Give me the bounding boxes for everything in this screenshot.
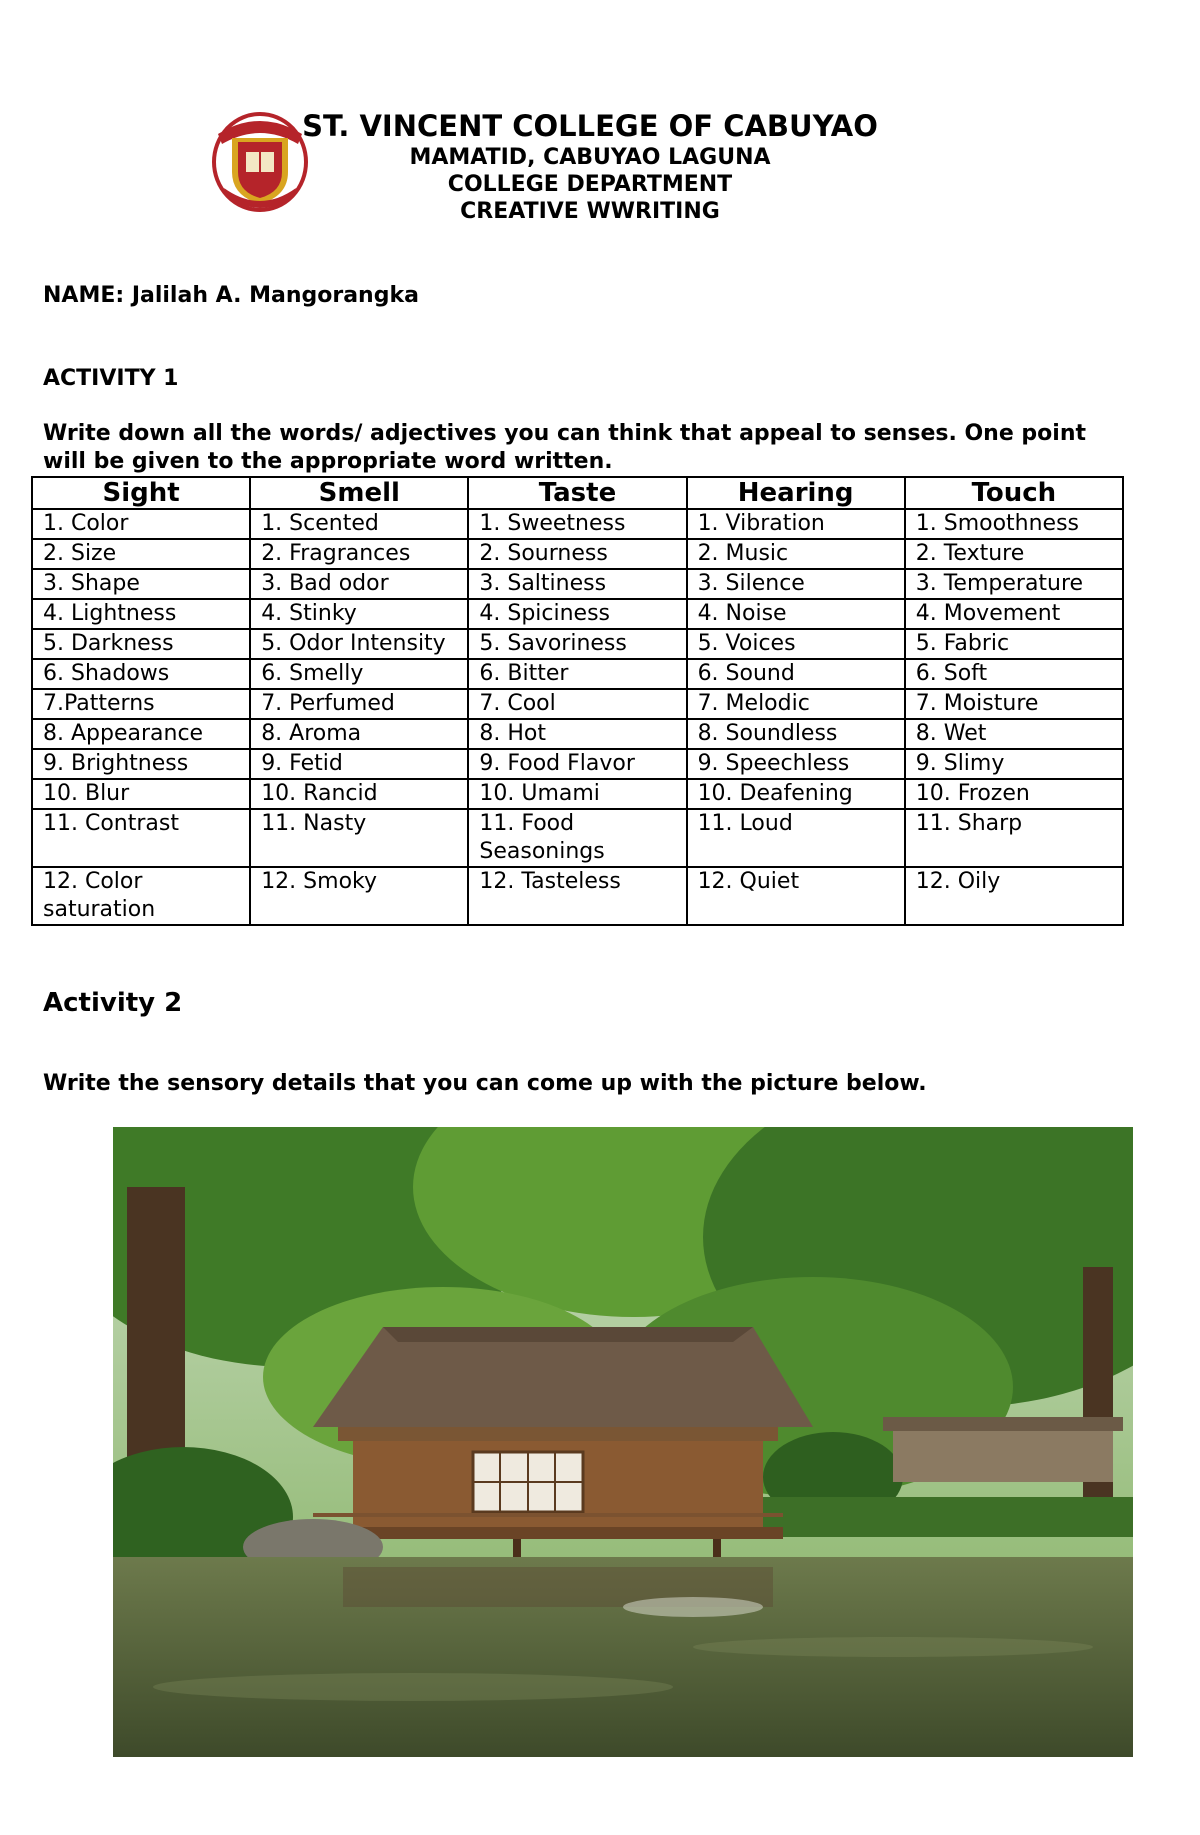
table-cell: 1. Color xyxy=(32,509,250,539)
table-cell: 12. Quiet xyxy=(687,867,905,925)
table-cell: 11. Food Seasonings xyxy=(468,809,686,867)
table-cell: 9. Food Flavor xyxy=(468,749,686,779)
garden-teahouse-photo xyxy=(113,1127,1133,1757)
table-cell: 2. Size xyxy=(32,539,250,569)
table-cell: 8. Wet xyxy=(905,719,1123,749)
table-cell: 10. Rancid xyxy=(250,779,468,809)
table-row xyxy=(32,569,1123,599)
table-row xyxy=(32,539,1123,569)
table-cell: 10. Blur xyxy=(32,779,250,809)
table-cell: 4. Movement xyxy=(905,599,1123,629)
table-cell: 12. Smoky xyxy=(250,867,468,925)
table-cell: 4. Spiciness xyxy=(468,599,686,629)
table-cell: 5. Darkness xyxy=(32,629,250,659)
table-cell: 1. Scented xyxy=(250,509,468,539)
table-cell: 7. Melodic xyxy=(687,689,905,719)
table-cell: 6. Bitter xyxy=(468,659,686,689)
department-name: COLLEGE DEPARTMENT xyxy=(447,172,733,197)
college-name: ST. VINCENT COLLEGE OF CABUYAO xyxy=(302,109,878,143)
table-row xyxy=(32,867,1123,925)
table-cell: 2. Texture xyxy=(905,539,1123,569)
table-cell: 3. Bad odor xyxy=(250,569,468,599)
table-cell: 5. Savoriness xyxy=(468,629,686,659)
table-cell: 10. Deafening xyxy=(687,779,905,809)
table-cell: 9. Speechless xyxy=(687,749,905,779)
table-cell: 10. Frozen xyxy=(905,779,1123,809)
table-cell: 8. Aroma xyxy=(250,719,468,749)
activity1-title: ACTIVITY 1 xyxy=(43,366,179,391)
table-cell: 7. Moisture xyxy=(905,689,1123,719)
course-name: CREATIVE WWRITING xyxy=(460,199,720,224)
table-cell: 8. Hot xyxy=(468,719,686,749)
table-row xyxy=(32,659,1123,689)
table-cell: 6. Sound xyxy=(687,659,905,689)
table-cell: 8. Appearance xyxy=(32,719,250,749)
table-cell: 12. Oily xyxy=(905,867,1123,925)
table-cell: 3. Silence xyxy=(687,569,905,599)
column-header-hearing: Hearing xyxy=(687,477,905,509)
table-cell: 11. Sharp xyxy=(905,809,1123,867)
activity2-instructions: Write the sensory details that you can come up with the picture below. xyxy=(43,1071,927,1096)
table-row xyxy=(32,629,1123,659)
table-cell: 9. Fetid xyxy=(250,749,468,779)
table-cell: 6. Smelly xyxy=(250,659,468,689)
table-cell: 7.Patterns xyxy=(32,689,250,719)
column-header-touch: Touch xyxy=(905,477,1123,509)
college-address: MAMATID, CABUYAO LAGUNA xyxy=(409,145,771,170)
table-cell: 3. Saltiness xyxy=(468,569,686,599)
table-cell: 1. Vibration xyxy=(687,509,905,539)
document-header xyxy=(0,108,1180,225)
table-cell: 5. Odor Intensity xyxy=(250,629,468,659)
table-cell: 11. Contrast xyxy=(32,809,250,867)
column-header-taste: Taste xyxy=(468,477,686,509)
table-cell: 5. Fabric xyxy=(905,629,1123,659)
table-cell: 7. Perfumed xyxy=(250,689,468,719)
table-cell: 4. Lightness xyxy=(32,599,250,629)
table-cell: 7. Cool xyxy=(468,689,686,719)
table-row xyxy=(32,599,1123,629)
table-row xyxy=(32,779,1123,809)
table-cell: 10. Umami xyxy=(468,779,686,809)
table-cell: 8. Soundless xyxy=(687,719,905,749)
table-row xyxy=(32,749,1123,779)
table-cell: 12. Tasteless xyxy=(468,867,686,925)
activity1-instructions: Write down all the words/ adjectives you can think that appeal to senses. One point will be given to the appropriate word written. xyxy=(43,421,1087,474)
table-cell: 2. Fragrances xyxy=(250,539,468,569)
table-row xyxy=(32,719,1123,749)
table-cell: 1. Sweetness xyxy=(468,509,686,539)
table-row xyxy=(32,809,1123,867)
activity2-title: Activity 2 xyxy=(43,988,183,1018)
column-header-smell: Smell xyxy=(250,477,468,509)
table-cell: 12. Color saturation xyxy=(32,867,250,925)
table-row xyxy=(32,509,1123,539)
table-cell: 1. Smoothness xyxy=(905,509,1123,539)
table-row xyxy=(32,689,1123,719)
table-cell: 3. Shape xyxy=(32,569,250,599)
table-cell: 5. Voices xyxy=(687,629,905,659)
table-cell: 9. Slimy xyxy=(905,749,1123,779)
senses-table xyxy=(31,476,1124,926)
table-cell: 11. Nasty xyxy=(250,809,468,867)
table-cell: 6. Shadows xyxy=(32,659,250,689)
table-cell: 2. Sourness xyxy=(468,539,686,569)
table-cell: 4. Stinky xyxy=(250,599,468,629)
table-header-row xyxy=(32,477,1123,509)
table-cell: 4. Noise xyxy=(687,599,905,629)
table-cell: 9. Brightness xyxy=(32,749,250,779)
table-cell: 2. Music xyxy=(687,539,905,569)
table-cell: 11. Loud xyxy=(687,809,905,867)
table-cell: 3. Temperature xyxy=(905,569,1123,599)
table-cell: 6. Soft xyxy=(905,659,1123,689)
column-header-sight: Sight xyxy=(32,477,250,509)
student-name: NAME: Jalilah A. Mangorangka xyxy=(43,283,419,308)
